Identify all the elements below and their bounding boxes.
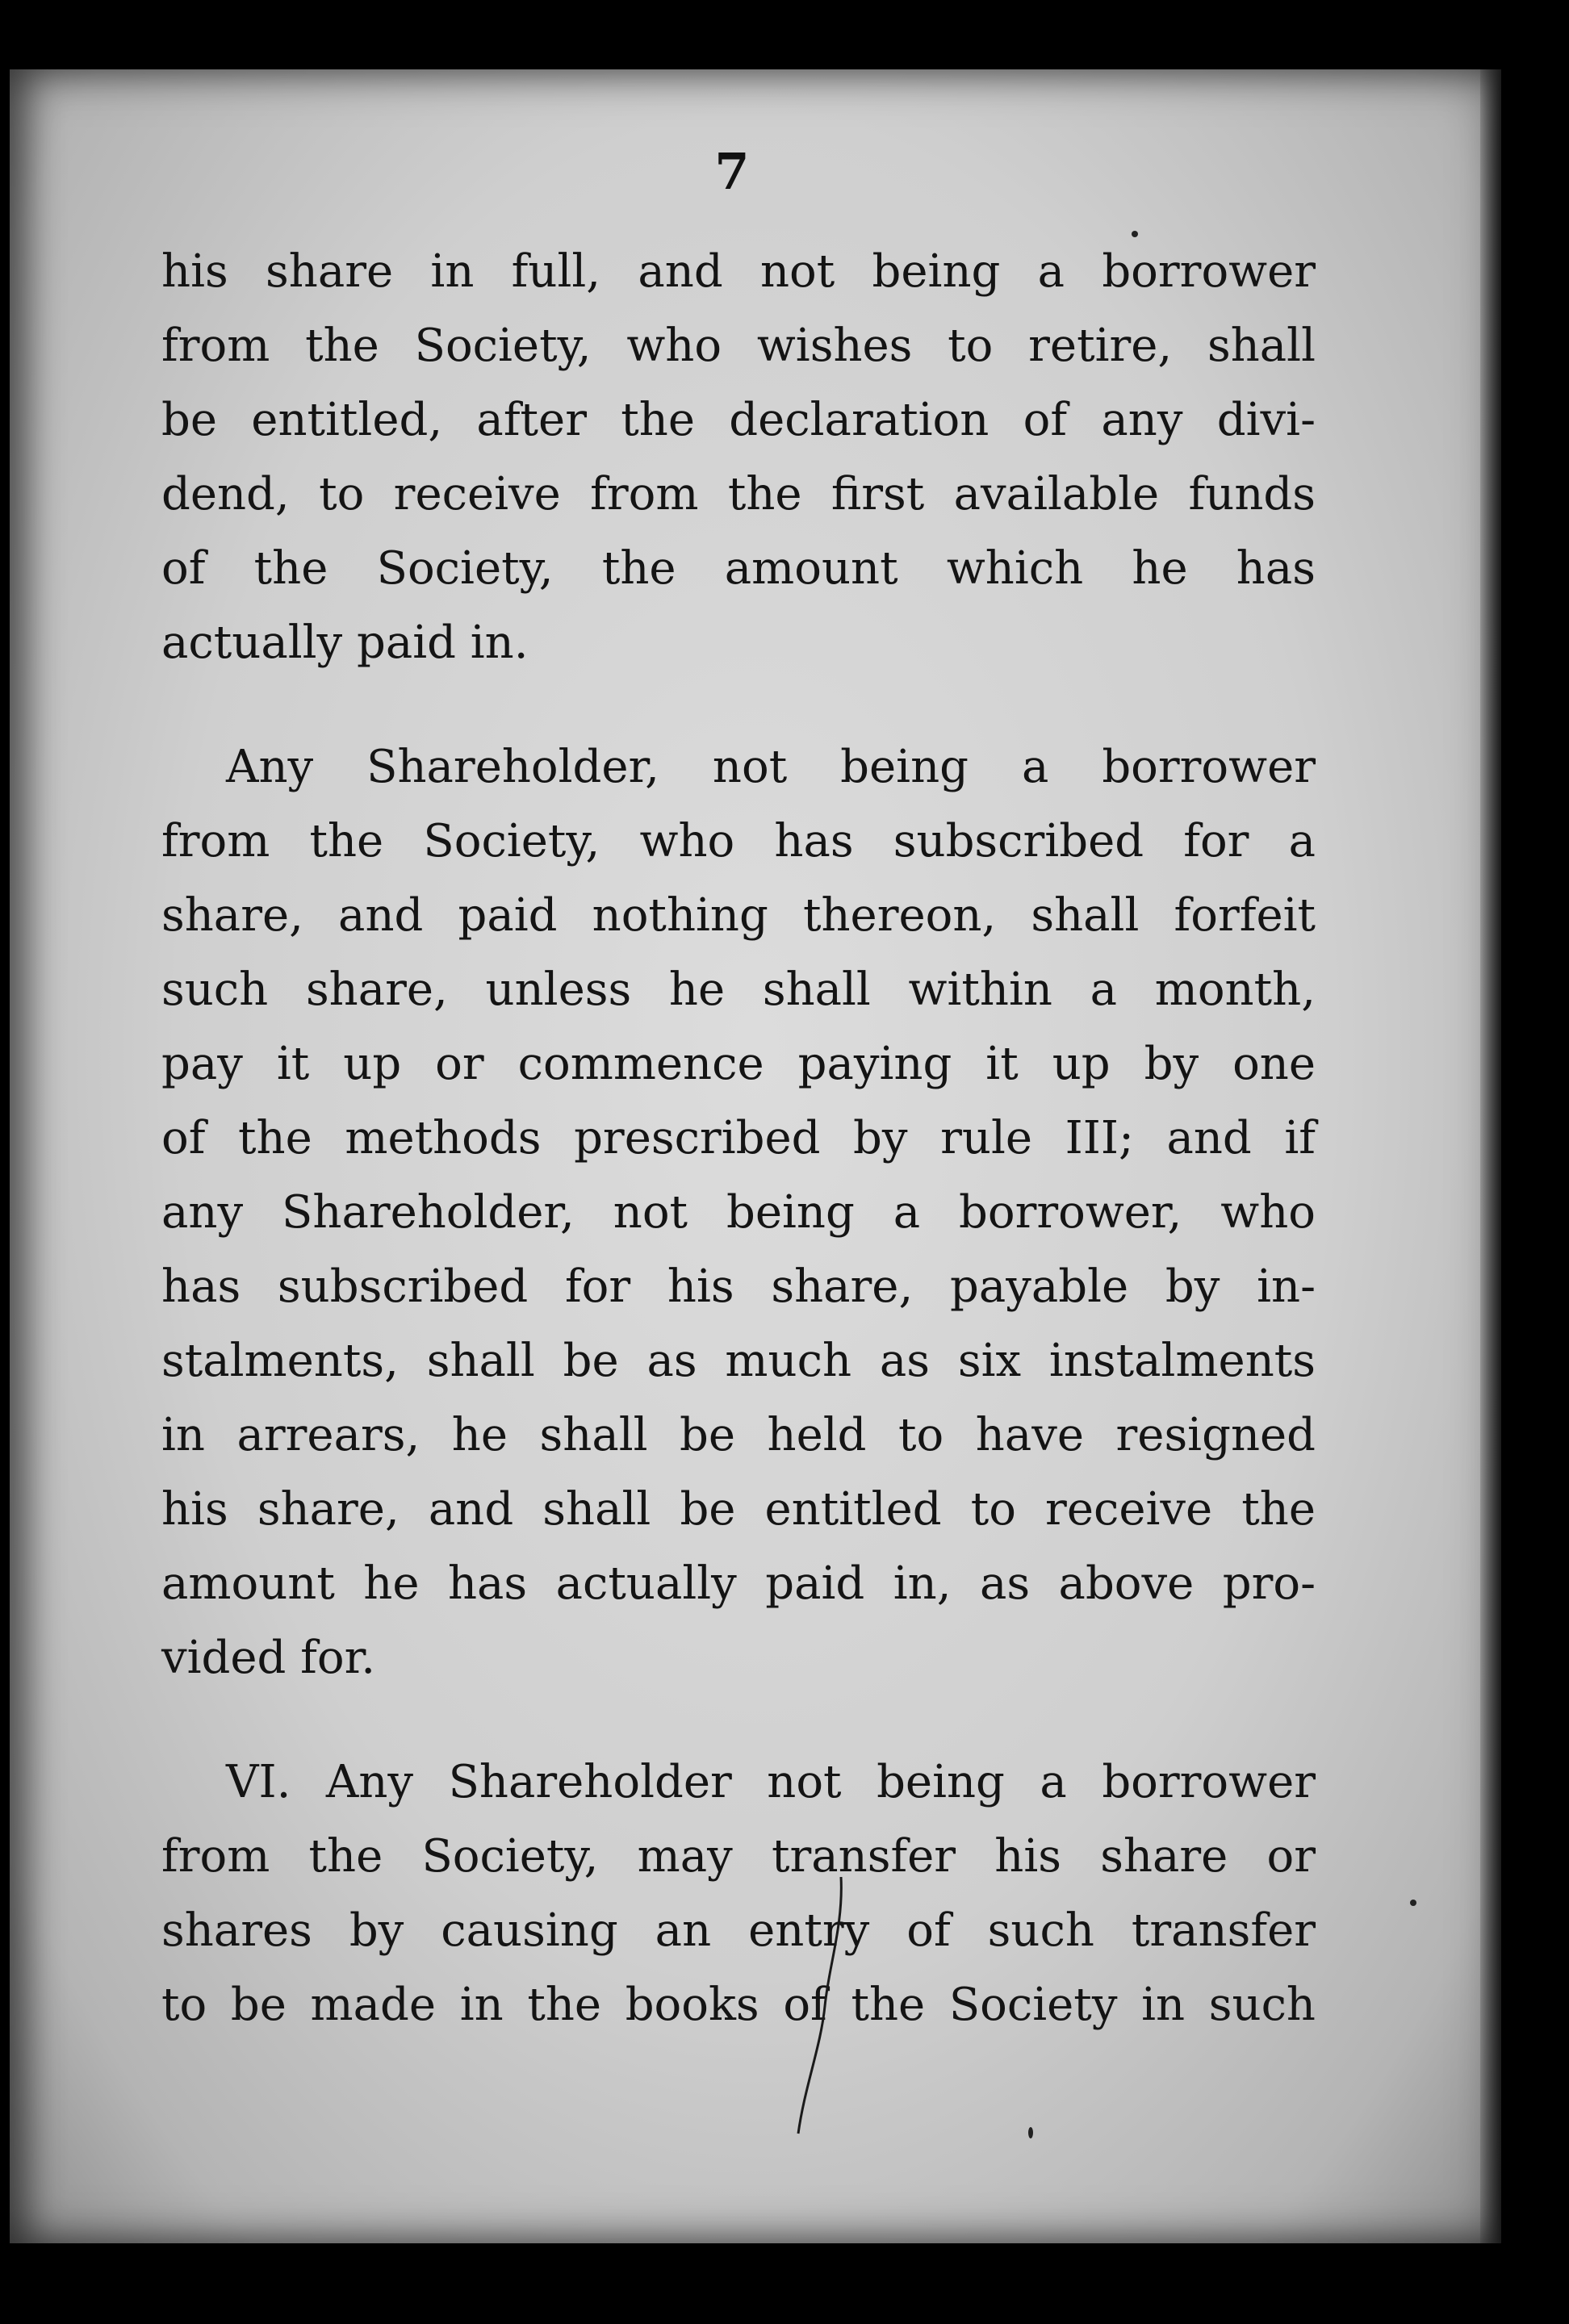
text-line: share, and paid nothing thereon, shall forfeit — [161, 889, 1316, 942]
page-number: 7 — [714, 142, 750, 201]
text-line: from the Society, may transfer his share or — [161, 1830, 1316, 1883]
text-line: dend, to receive from the first available funds — [161, 468, 1316, 520]
paragraph-2 — [161, 730, 1316, 1695]
text-line: such share, unless he shall within a month, — [161, 963, 1316, 1016]
text-line: of the Society, the amount which he has — [161, 542, 1316, 595]
paragraph-3-rule-vi — [161, 1745, 1316, 2042]
page-edge-shadow — [1480, 69, 1501, 2243]
text-line: to be made in the books of the Society in such — [161, 1979, 1316, 2031]
text-line: in arrears, he shall be held to have resigned — [161, 1409, 1316, 1461]
text-line: amount he has actually paid in, as above pro- — [161, 1557, 1316, 1610]
text-line: be entitled, after the declaration of any divi- — [161, 394, 1316, 446]
text-line: his share, and shall be entitled to receive the — [161, 1483, 1316, 1536]
text-line: his share in full, and not being a borrower — [161, 245, 1316, 298]
pencil-stroke-mark — [797, 1877, 845, 2135]
body-text — [161, 235, 1316, 2042]
text-line: VI. Any Shareholder not being a borrower — [226, 1756, 1316, 1808]
text-line: has subscribed for his share, payable by in- — [161, 1260, 1316, 1313]
text-line: stalments, shall be as much as six instalments — [161, 1335, 1316, 1387]
text-line: Any Shareholder, not being a borrower — [226, 741, 1316, 793]
book-page — [10, 69, 1501, 2243]
text-line: from the Society, who has subscribed for a — [161, 815, 1316, 867]
text-line: shares by causing an entry of such transfer — [161, 1904, 1316, 1957]
paragraph-1 — [161, 235, 1316, 680]
text-line: of the methods prescribed by rule III; and if — [161, 1112, 1316, 1164]
ink-speck — [1410, 1900, 1416, 1906]
ink-speck — [1028, 2127, 1033, 2138]
text-line: vided for. — [161, 1632, 376, 1684]
text-line: pay it up or commence paying it up by one — [161, 1038, 1316, 1090]
text-line: from the Society, who wishes to retire, shall — [161, 320, 1316, 372]
ink-speck — [1132, 231, 1138, 237]
text-line: actually paid in. — [161, 617, 529, 669]
text-line: any Shareholder, not being a borrower, who — [161, 1186, 1316, 1239]
